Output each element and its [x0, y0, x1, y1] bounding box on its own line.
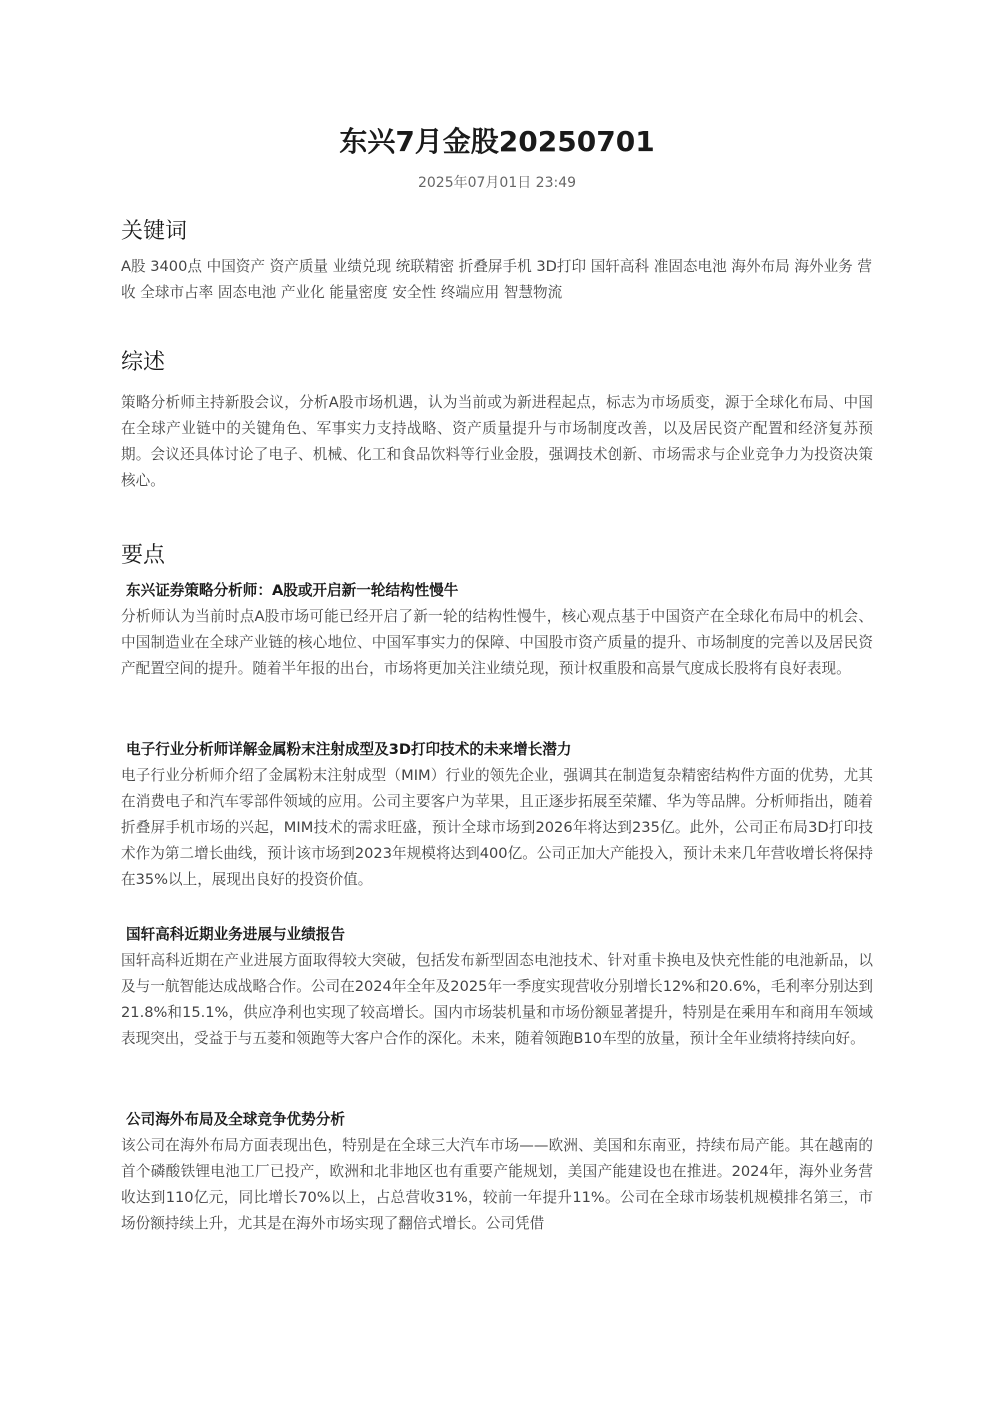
keyword-item: 资产质量: [269, 258, 329, 275]
keyword-item: 3400点: [150, 258, 202, 275]
keyword-item: 业绩兑现: [332, 258, 392, 275]
document-title: 东兴7月金股20250701: [339, 125, 655, 158]
keyword-item: 海外布局: [731, 258, 790, 275]
keyword-item: 统联精密: [395, 258, 455, 275]
keyword-item: 国轩高科: [590, 258, 650, 275]
keyword-item: 固态电池: [217, 284, 277, 301]
point-text: 该公司在海外布局方面表现出色，特别是在全球三大汽车市场——欧洲、美国和东南亚，持续布局产能。其在越南的首个磷酸铁锂电池工厂已投产，欧洲和北非地区也有重要产能规划，美国产能建设也在推进。2024年，海外业务营收达到110亿元，同比增长70%以上，占总营收31%，较前一年提升11%。公司在全球市场装机规模排名第三，市场份额持续上升，尤其是在海外市场实现了翻倍式增长。公司凭借: [121, 1137, 873, 1232]
keyword-item: 3D打印: [536, 258, 587, 275]
keyword-item: 全球市占率: [140, 284, 214, 301]
summary-text: 策略分析师主持新股会议，分析A股市场机遇，认为当前或为新进程起点，标志为市场质变，源于全球化布局、中国在全球产业链中的关键角色、军事实力支持战略、资产质量提升与市场制度改善，以及居民资产配置和经济复苏预期。会议还具体讨论了电子、机械、化工和食品饮料等行业金股，强调技术创新、市场需求与企业竞争力为投资决策核心。: [121, 394, 873, 489]
document-date: 2025年07月01日 23:49: [417, 175, 577, 191]
keywords-heading: 关键词: [121, 219, 188, 244]
point-text: 电子行业分析师介绍了金属粉末注射成型（MIM）行业的领先企业，强调其在制造复杂精密结构件方面的优势，尤其在消费电子和汽车零部件领域的应用。公司主要客户为苹果，且正逐步拓展至荣耀、华为等品牌。分析师指出，随着折叠屏手机市场的兴起，MIM技术的需求旺盛，预计全球市场到2026年将达到235亿。此外，公司正布局3D打印技术作为第二增长曲线，预计该市场到2023年规模将达到400亿。公司正加大产能投入，预计未来几年营收增长将保持在35%以上，展现出良好的投资价值。: [121, 767, 873, 888]
keyword-item: 智慧物流: [503, 284, 563, 301]
keyword-list: [121, 254, 873, 306]
keyword-item: 中国资产: [206, 258, 265, 275]
point-title: 电子行业分析师详解金属粉末注射成型及3D打印技术的未来增长潜力: [126, 741, 572, 758]
point-text: 国轩高科近期在产业进展方面取得较大突破，包括发布新型固态电池技术、针对重卡换电及快充性能的电池新品，以及与一航智能达成战略合作。公司在2024年全年及2025年一季度实现营收分别增长12%和20.6%，毛利率分别达到21.8%和15.1%，供应净利也实现了较高增长。国内市场装机量和市场份额显著提升，特别是在乘用车和商用车领域表现突出，受益于与五菱和领跑等大客户合作的深化。未来，随着领跑B10车型的放量，预计全年业绩将持续向好。: [121, 952, 873, 1047]
point-title: 公司海外布局及全球竞争优势分析: [126, 1111, 345, 1128]
point-title: 东兴证券策略分析师：A股或开启新一轮结构性慢牛: [126, 582, 459, 599]
keyword-item: 准固态电池: [653, 258, 727, 275]
keyword-item: 折叠屏手机: [458, 258, 532, 275]
keyword-item: 海外业务: [794, 258, 853, 275]
summary-heading: 综述: [121, 350, 166, 375]
keyword-item: 产业化: [280, 284, 325, 301]
point-title: 国轩高科近期业务进展与业绩报告: [126, 926, 345, 943]
keyword-item: 能量密度: [329, 284, 388, 301]
keyword-item: A股: [121, 258, 146, 275]
keyword-item: 营收: [121, 258, 873, 301]
point-text: 分析师认为当前时点A股市场可能已经开启了新一轮的结构性慢牛，核心观点基于中国资产在全球化布局中的机会、中国制造业在全球产业链的核心地位、中国军事实力的保障、中国股市资产质量的提升、市场制度的完善以及居民资产配置空间的提升。随着半年报的出台，市场将更加关注业绩兑现，预计权重股和高景气度成长股将有良好表现。: [121, 608, 873, 677]
keyword-item: 安全性: [392, 284, 437, 301]
keyword-item: 终端应用: [440, 284, 500, 301]
key-points-heading: 要点: [121, 543, 166, 568]
